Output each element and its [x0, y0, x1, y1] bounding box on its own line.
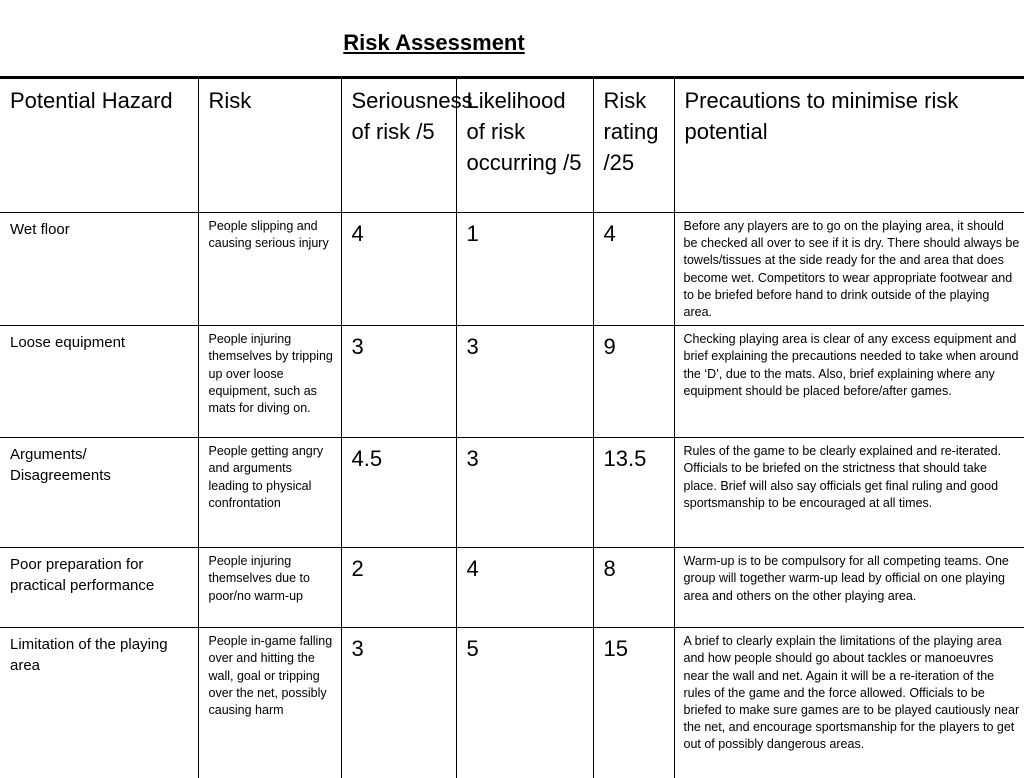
cell-hazard: Loose equipment [0, 326, 198, 438]
header-likelihood: Likelihood of risk occurring /5 [456, 78, 593, 213]
cell-risk-rating: 8 [593, 548, 674, 628]
cell-risk: People slipping and causing serious injury [198, 213, 341, 326]
table-row [0, 326, 1024, 438]
table-row [0, 628, 1024, 778]
cell-likelihood: 3 [456, 326, 593, 438]
cell-likelihood: 4 [456, 548, 593, 628]
cell-hazard: Arguments/ Disagreements [0, 438, 198, 548]
cell-hazard: Poor preparation for practical performance [0, 548, 198, 628]
cell-precautions: Warm-up is to be compulsory for all competing teams. One group will together warm-up lead by official on one playing area and others on the other playing area. [674, 548, 1024, 628]
header-row [0, 78, 1024, 213]
cell-precautions: Checking playing area is clear of any excess equipment and brief explaining the precautions needed to take when around the ‘D’, due to the mats. Also, brief explaining where any equipment should be placed before/after games. [674, 326, 1024, 438]
cell-risk: People getting angry and arguments leading to physical confrontation [198, 438, 341, 548]
cell-risk-rating: 15 [593, 628, 674, 778]
cell-precautions: Before any players are to go on the playing area, it should be checked all over to see if it is dry. There should always be towels/tissues at the side ready for the and area that does become wet. Competitors to wear appropriate footwear and to be briefed before hand to drink outside of the playing area. [674, 213, 1024, 326]
header-precautions: Precautions to minimise risk potential [674, 78, 1024, 213]
table-row [0, 438, 1024, 548]
cell-seriousness: 2 [341, 548, 456, 628]
header-potential-hazard: Potential Hazard [0, 78, 198, 213]
cell-likelihood: 3 [456, 438, 593, 548]
page-title: Risk Assessment [343, 30, 525, 55]
risk-assessment-table [0, 76, 1024, 778]
cell-risk: People in-game falling over and hitting the wall, goal or tripping over the net, possibly causing harm [198, 628, 341, 778]
cell-likelihood: 1 [456, 213, 593, 326]
cell-likelihood: 5 [456, 628, 593, 778]
cell-risk: People injuring themselves by tripping up over loose equipment, such as mats for diving on. [198, 326, 341, 438]
table-row [0, 548, 1024, 628]
cell-seriousness: 4.5 [341, 438, 456, 548]
cell-precautions: Rules of the game to be clearly explained and re-iterated. Officials to be briefed on the strictness that should take place. Brief will also say officials get final ruling and good sportsmanship to be encouraged at all times. [674, 438, 1024, 548]
header-risk: Risk [198, 78, 341, 213]
table-row [0, 213, 1024, 326]
cell-precautions: A brief to clearly explain the limitations of the playing area and how people should go about tackles or manoeuvres near the wall and net. Again it will be a re-iteration of the rules of the game and the force allowed. Officials to be briefed to make sure games are to be played cautiously near the net, and encourage sportsmanship for the players to get out of possibly dangerous areas. [674, 628, 1024, 778]
cell-seriousness: 3 [341, 326, 456, 438]
cell-risk-rating: 13.5 [593, 438, 674, 548]
cell-seriousness: 3 [341, 628, 456, 778]
header-risk-rating: Risk rating /25 [593, 78, 674, 213]
cell-seriousness: 4 [341, 213, 456, 326]
cell-hazard: Limitation of the playing area [0, 628, 198, 778]
cell-risk-rating: 4 [593, 213, 674, 326]
cell-risk: People injuring themselves due to poor/no warm-up [198, 548, 341, 628]
cell-hazard: Wet floor [0, 213, 198, 326]
cell-risk-rating: 9 [593, 326, 674, 438]
header-seriousness: Seriousness of risk /5 [341, 78, 456, 213]
